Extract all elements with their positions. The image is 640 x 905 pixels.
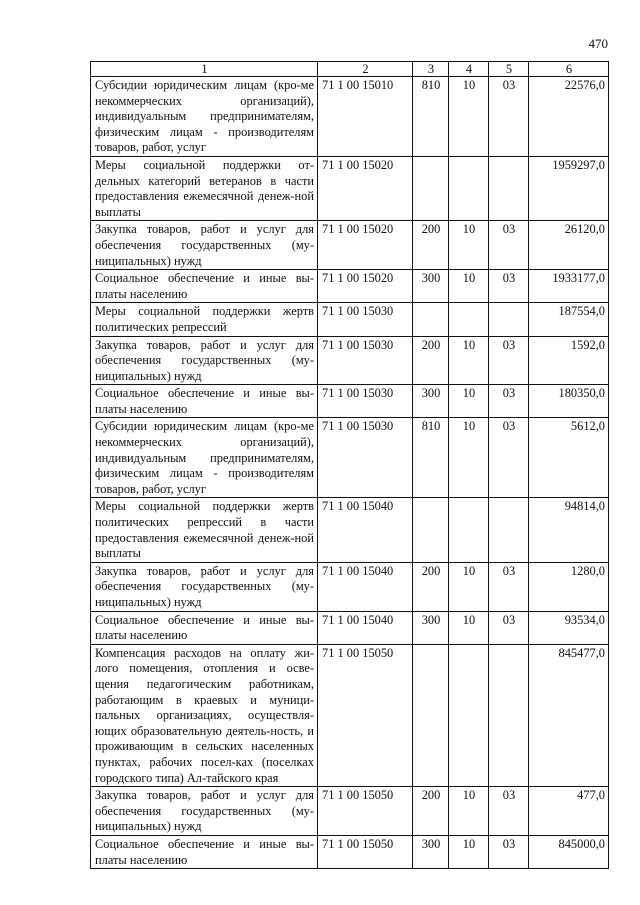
row-expense-type-cell: 300 xyxy=(413,270,449,303)
row-expense-type-cell xyxy=(413,156,449,220)
row-amount-cell: 1592,0 xyxy=(529,336,609,385)
column-header: 4 xyxy=(449,62,489,77)
column-header: 2 xyxy=(318,62,413,77)
row-expense-type-cell: 200 xyxy=(413,787,449,836)
row-code-cell: 71 1 00 15050 xyxy=(318,787,413,836)
row-name-cell: Субсидии юридическим лицам (кро-ме некоммерческих организаций), индивидуальным предпринимателям, физическим лицам - производителям товаров, работ, услуг xyxy=(91,77,318,157)
row-subsection-cell: 03 xyxy=(489,562,529,611)
row-amount-cell: 845000,0 xyxy=(529,835,609,868)
row-code-cell: 71 1 00 15040 xyxy=(318,611,413,644)
row-section-cell xyxy=(449,498,489,562)
row-section-cell xyxy=(449,644,489,786)
row-section-cell: 10 xyxy=(449,385,489,418)
row-name-cell: Социальное обеспечение и иные вы-платы населению xyxy=(91,385,318,418)
row-subsection-cell: 03 xyxy=(489,835,529,868)
row-section-cell: 10 xyxy=(449,787,489,836)
row-code-cell: 71 1 00 15030 xyxy=(318,336,413,385)
column-header: 6 xyxy=(529,62,609,77)
row-amount-cell: 477,0 xyxy=(529,787,609,836)
table-row xyxy=(91,498,609,562)
row-section-cell: 10 xyxy=(449,418,489,498)
row-section-cell: 10 xyxy=(449,835,489,868)
row-section-cell: 10 xyxy=(449,77,489,157)
row-expense-type-cell: 200 xyxy=(413,221,449,270)
row-expense-type-cell: 300 xyxy=(413,385,449,418)
row-name-cell: Меры социальной поддержки от-дельных категорий ветеранов в части предоставления ежемесячной денеж-ной выплаты xyxy=(91,156,318,220)
table-row xyxy=(91,562,609,611)
table-row xyxy=(91,156,609,220)
row-subsection-cell: 03 xyxy=(489,418,529,498)
row-code-cell: 71 1 00 15040 xyxy=(318,498,413,562)
table-row xyxy=(91,835,609,868)
row-section-cell: 10 xyxy=(449,270,489,303)
row-expense-type-cell: 300 xyxy=(413,835,449,868)
row-code-cell: 71 1 00 15030 xyxy=(318,385,413,418)
row-code-cell: 71 1 00 15020 xyxy=(318,270,413,303)
table-row xyxy=(91,787,609,836)
row-amount-cell: 26120,0 xyxy=(529,221,609,270)
row-expense-type-cell: 810 xyxy=(413,77,449,157)
row-amount-cell: 94814,0 xyxy=(529,498,609,562)
row-subsection-cell: 03 xyxy=(489,336,529,385)
row-subsection-cell: 03 xyxy=(489,270,529,303)
row-expense-type-cell xyxy=(413,303,449,336)
row-name-cell: Социальное обеспечение и иные вы-платы населению xyxy=(91,270,318,303)
row-section-cell xyxy=(449,156,489,220)
table-row xyxy=(91,221,609,270)
row-section-cell: 10 xyxy=(449,562,489,611)
table-row xyxy=(91,77,609,157)
row-name-cell: Закупка товаров, работ и услуг для обеспечения государственных (му-ниципальных) нужд xyxy=(91,221,318,270)
row-subsection-cell: 03 xyxy=(489,77,529,157)
row-subsection-cell xyxy=(489,303,529,336)
row-name-cell: Закупка товаров, работ и услуг для обеспечения государственных (му-ниципальных) нужд xyxy=(91,336,318,385)
row-section-cell xyxy=(449,303,489,336)
row-expense-type-cell: 200 xyxy=(413,336,449,385)
row-amount-cell: 180350,0 xyxy=(529,385,609,418)
row-name-cell: Меры социальной поддержки жертв политических репрессий xyxy=(91,303,318,336)
row-section-cell: 10 xyxy=(449,221,489,270)
table-row xyxy=(91,303,609,336)
row-subsection-cell: 03 xyxy=(489,787,529,836)
row-amount-cell: 93534,0 xyxy=(529,611,609,644)
page-number: 470 xyxy=(588,36,608,51)
table-row xyxy=(91,611,609,644)
row-expense-type-cell: 810 xyxy=(413,418,449,498)
row-name-cell: Меры социальной поддержки жертв политических репрессий в части предоставления ежемесячной денеж-ной выплаты xyxy=(91,498,318,562)
row-amount-cell: 22576,0 xyxy=(529,77,609,157)
row-code-cell: 71 1 00 15040 xyxy=(318,562,413,611)
table-row xyxy=(91,644,609,786)
row-amount-cell: 845477,0 xyxy=(529,644,609,786)
row-expense-type-cell xyxy=(413,498,449,562)
row-amount-cell: 187554,0 xyxy=(529,303,609,336)
row-expense-type-cell: 200 xyxy=(413,562,449,611)
row-amount-cell: 1959297,0 xyxy=(529,156,609,220)
row-code-cell: 71 1 00 15030 xyxy=(318,303,413,336)
row-expense-type-cell xyxy=(413,644,449,786)
row-amount-cell: 5612,0 xyxy=(529,418,609,498)
row-expense-type-cell: 300 xyxy=(413,611,449,644)
row-name-cell: Социальное обеспечение и иные вы-платы населению xyxy=(91,611,318,644)
row-subsection-cell xyxy=(489,644,529,786)
row-name-cell: Закупка товаров, работ и услуг для обеспечения государственных (му-ниципальных) нужд xyxy=(91,787,318,836)
row-section-cell: 10 xyxy=(449,611,489,644)
table-row xyxy=(91,418,609,498)
row-code-cell: 71 1 00 15020 xyxy=(318,221,413,270)
row-section-cell: 10 xyxy=(449,336,489,385)
row-amount-cell: 1933177,0 xyxy=(529,270,609,303)
column-header: 1 xyxy=(91,62,318,77)
budget-table xyxy=(90,61,609,869)
table-header-row xyxy=(91,62,609,77)
column-header: 5 xyxy=(489,62,529,77)
table-row xyxy=(91,385,609,418)
row-subsection-cell xyxy=(489,498,529,562)
row-subsection-cell: 03 xyxy=(489,385,529,418)
row-name-cell: Компенсация расходов на оплату жи-лого помещения, отопления и осве-щения педагогическим работникам, работающим в краевых и муници-пальных организациях, осуществля-ющих образовательную деятель-ность, и проживающим в сельских населенных пунктах, рабочих посел-ках (поселках городского типа) Ал-тайского края xyxy=(91,644,318,786)
column-header: 3 xyxy=(413,62,449,77)
row-subsection-cell: 03 xyxy=(489,221,529,270)
row-name-cell: Закупка товаров, работ и услуг для обеспечения государственных (му-ниципальных) нужд xyxy=(91,562,318,611)
row-code-cell: 71 1 00 15050 xyxy=(318,644,413,786)
table-row xyxy=(91,336,609,385)
row-amount-cell: 1280,0 xyxy=(529,562,609,611)
row-name-cell: Субсидии юридическим лицам (кро-ме некоммерческих организаций), индивидуальным предпринимателям, физическим лицам - производителям товаров, работ, услуг xyxy=(91,418,318,498)
row-subsection-cell xyxy=(489,156,529,220)
row-code-cell: 71 1 00 15020 xyxy=(318,156,413,220)
row-name-cell: Социальное обеспечение и иные вы-платы населению xyxy=(91,835,318,868)
row-code-cell: 71 1 00 15010 xyxy=(318,77,413,157)
row-subsection-cell: 03 xyxy=(489,611,529,644)
row-code-cell: 71 1 00 15050 xyxy=(318,835,413,868)
table-row xyxy=(91,270,609,303)
row-code-cell: 71 1 00 15030 xyxy=(318,418,413,498)
